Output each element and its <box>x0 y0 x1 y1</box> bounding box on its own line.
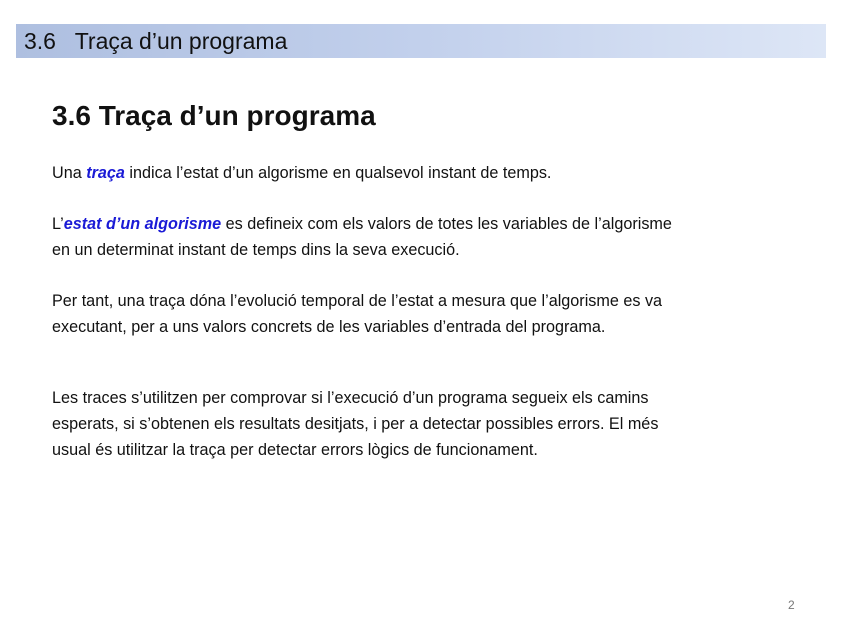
header-title: 3.6 Traça d’un programa <box>24 28 288 54</box>
paragraph-line <box>52 211 792 237</box>
slide-title: 3.6 Traça d’un programa <box>52 100 376 131</box>
paragraph-line: Per tant, una traça dóna l’evolució temporal de l’estat a mesura que l’algorisme es va <box>52 292 663 310</box>
paragraph-line: esperats, si s’obtenen els resultats desitjats, i per a detectar possibles errors. El més <box>52 415 659 433</box>
term-traca: traça <box>86 164 125 182</box>
paragraph-evolucio <box>52 288 792 340</box>
paragraph-definition-estat <box>52 211 792 263</box>
header-band <box>16 24 826 58</box>
text-segment: indica l’estat d’un algorisme en qualsevol instant de temps. <box>124 164 552 182</box>
text-segment: L’ <box>52 215 64 233</box>
paragraph-definition-traca <box>52 160 792 186</box>
paragraph-us-traces <box>52 385 792 463</box>
term-estat-algorisme: estat d’un algorisme <box>63 215 222 233</box>
page-number: 2 <box>788 598 795 612</box>
paragraph-line <box>52 160 792 186</box>
paragraph-line: executant, per a uns valors concrets de les variables d’entrada del programa. <box>52 318 606 336</box>
text-segment: es defineix com els valors de totes les variables de l’algorisme <box>221 215 672 233</box>
paragraph-line: usual és utilitzar la traça per detectar errors lògics de funcionament. <box>52 441 538 459</box>
paragraph-line: Les traces s’utilitzen per comprovar si l’execució d’un programa segueix els camins <box>52 389 649 407</box>
text-segment: Una <box>52 164 87 182</box>
paragraph-line: en un determinat instant de temps dins la seva execució. <box>52 241 460 259</box>
